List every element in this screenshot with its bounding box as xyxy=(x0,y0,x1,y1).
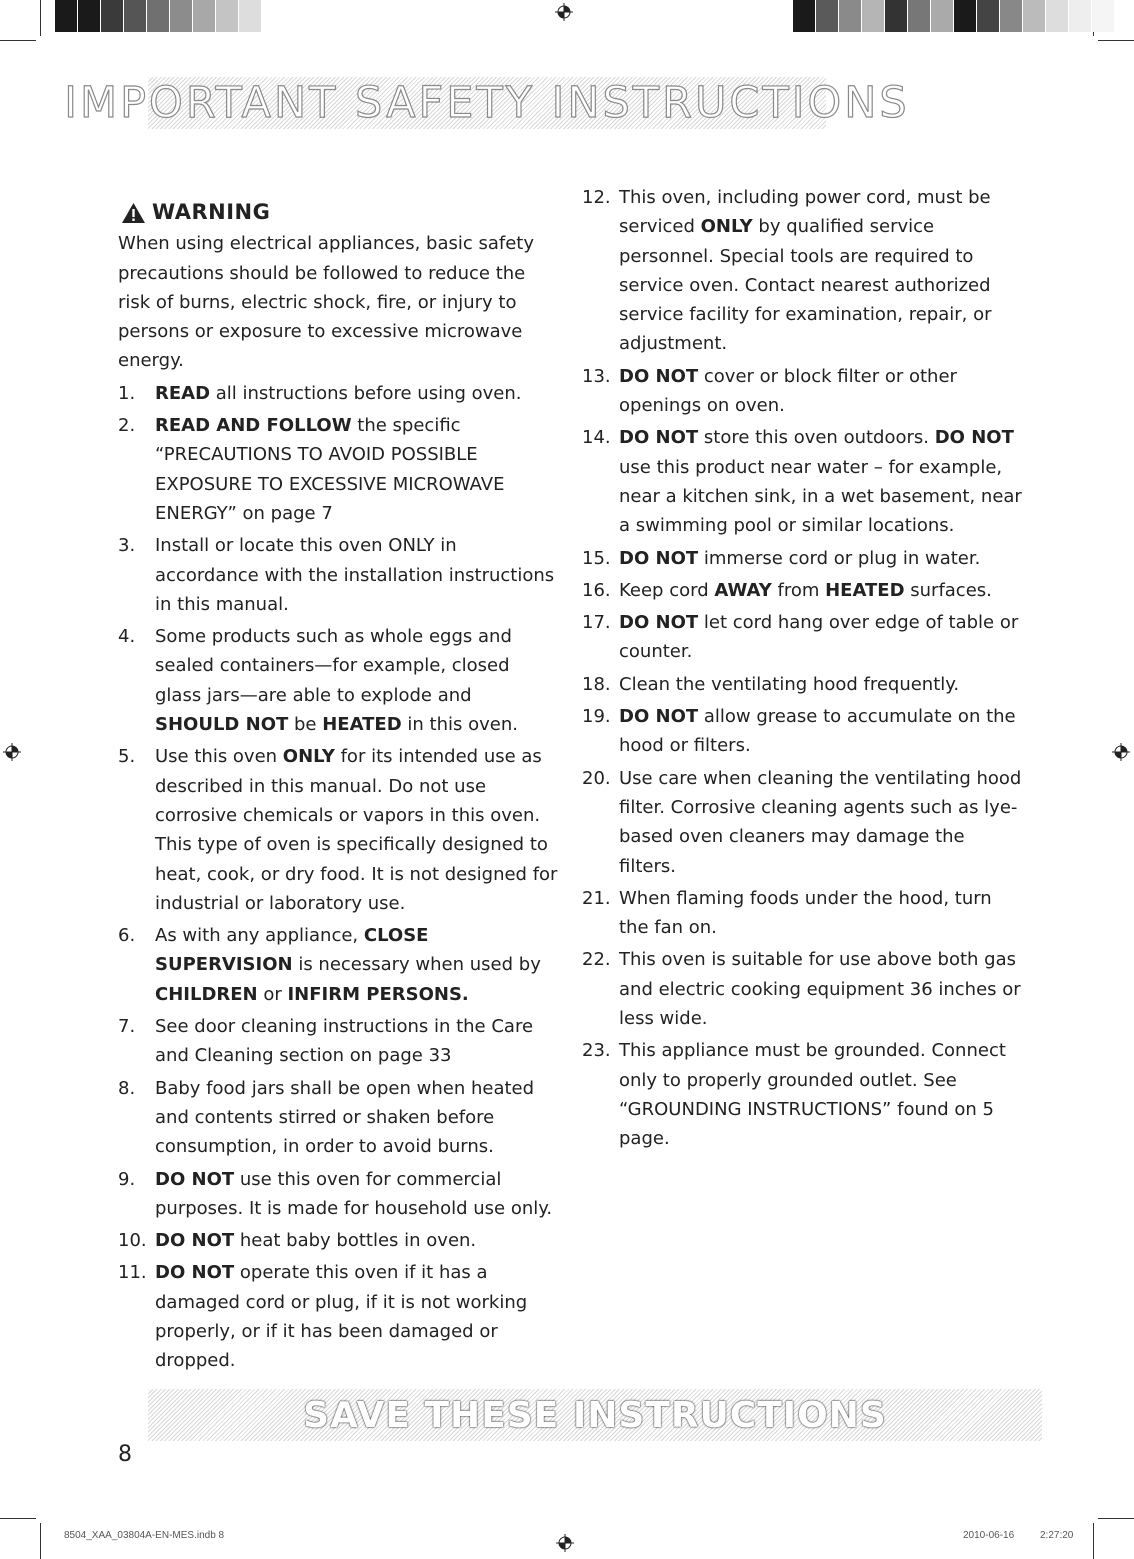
item-number: 11. xyxy=(118,1262,147,1284)
calibration-swatch xyxy=(954,0,977,32)
item-number: 13. xyxy=(582,365,611,387)
item-text: cover or block filter or other openings on oven. xyxy=(619,365,957,417)
instruction-list-left xyxy=(118,379,558,1376)
item-number: 23. xyxy=(582,1040,611,1062)
item-text: let cord hang over edge of table or counter. xyxy=(619,612,1019,663)
crop-mark xyxy=(40,1523,41,1559)
calibration-swatch xyxy=(1115,0,1134,32)
crop-mark xyxy=(1098,1518,1134,1519)
instruction-item xyxy=(582,423,1022,540)
crop-mark xyxy=(0,40,36,41)
instruction-item xyxy=(118,379,558,408)
item-text: Baby food jars shall be open when heated and contents stirred or shaken before consumption, in order to avoid burns. xyxy=(155,1077,535,1158)
calibration-swatch xyxy=(193,0,216,32)
item-number: 22. xyxy=(582,949,611,971)
calibration-swatch xyxy=(78,0,101,32)
emphasis-text: DO NOT xyxy=(619,706,699,728)
item-number: 4. xyxy=(118,626,136,648)
item-number: 20. xyxy=(582,767,611,789)
instruction-item xyxy=(118,1074,558,1162)
calibration-swatch xyxy=(1092,0,1115,32)
calibration-bar-left xyxy=(55,0,423,32)
item-text: use this oven for commercial purposes. It is made for household use only. xyxy=(155,1168,553,1219)
calibration-swatch xyxy=(308,0,331,32)
title-banner xyxy=(64,77,910,129)
calibration-swatch xyxy=(354,0,377,32)
calibration-swatch xyxy=(862,0,885,32)
emphasis-text: DO NOT xyxy=(934,427,1014,449)
calibration-swatch xyxy=(816,0,839,32)
item-number: 8. xyxy=(118,1077,136,1099)
item-number: 19. xyxy=(582,706,611,728)
item-number: 1. xyxy=(118,382,136,404)
item-text: This oven is suitable for use above both gas and electric cooking equipment 36 inches or less wide. xyxy=(619,949,1021,1030)
item-text: use this product near water – for example, near a kitchen sink, in a wet basement, near a swimming pool or similar locations. xyxy=(619,456,1022,537)
instruction-item xyxy=(118,1165,558,1224)
item-number: 14. xyxy=(582,427,611,449)
item-text: for its intended use as described in this manual. Do not use corrosive chemicals or vapors in this oven. This type of oven is specifically designed to heat, cook, or dry food. It is not designed for industrial or laboratory use. xyxy=(155,746,558,914)
calibration-swatch xyxy=(1046,0,1069,32)
instruction-item xyxy=(118,921,558,1009)
item-text: allow grease to accumulate on the hood or filters. xyxy=(619,706,1016,757)
calibration-swatch xyxy=(839,0,862,32)
emphasis-text: DO NOT xyxy=(619,365,699,387)
emphasis-text: AWAY xyxy=(714,579,772,601)
item-text: all instructions before using oven. xyxy=(210,382,522,404)
right-column xyxy=(582,183,1022,1157)
calibration-swatch xyxy=(793,0,816,32)
crop-mark xyxy=(1098,40,1134,41)
calibration-swatch xyxy=(1023,0,1046,32)
item-number: 5. xyxy=(118,746,136,768)
item-text: in this oven. xyxy=(401,714,518,736)
item-number: 12. xyxy=(582,187,611,208)
calibration-swatch xyxy=(124,0,147,32)
emphasis-text: HEATED xyxy=(322,714,402,736)
item-number: 15. xyxy=(582,547,611,569)
registration-mark-icon xyxy=(1112,743,1130,761)
warning-label: WARNING xyxy=(152,200,271,224)
instruction-item xyxy=(118,1012,558,1071)
item-number: 3. xyxy=(118,535,136,557)
instruction-item xyxy=(582,608,1022,667)
item-text: surfaces. xyxy=(904,579,992,601)
item-text: Use care when cleaning the ventilating hood filter. Corrosive cleaning agents such as lye-based oven cleaners may damage the filters. xyxy=(619,767,1022,877)
instruction-item xyxy=(582,945,1022,1033)
instruction-list-right xyxy=(582,183,1022,1154)
instruction-item xyxy=(582,1036,1022,1153)
calibration-swatch xyxy=(331,0,354,32)
calibration-swatch xyxy=(977,0,1000,32)
registration-mark-icon xyxy=(555,3,573,21)
calibration-swatch xyxy=(931,0,954,32)
calibration-swatch xyxy=(908,0,931,32)
item-text: by qualified service personnel. Special tools are required to service oven. Contact nearest authorized service facility for examination, repair, or adjustment. xyxy=(619,216,992,355)
item-text: be xyxy=(288,714,323,736)
crop-mark xyxy=(0,1518,36,1519)
emphasis-text: DO NOT xyxy=(619,427,699,449)
emphasis-text: CHILDREN xyxy=(155,983,258,1005)
emphasis-text: DO NOT xyxy=(619,612,699,634)
item-number: 16. xyxy=(582,579,611,601)
calibration-swatch xyxy=(239,0,262,32)
calibration-swatch xyxy=(285,0,308,32)
item-text: This oven, including power cord, must be serviced xyxy=(619,187,991,238)
page-number: 8 xyxy=(118,1442,132,1467)
instruction-item xyxy=(582,884,1022,943)
instruction-item xyxy=(582,764,1022,881)
instruction-item xyxy=(118,411,558,528)
emphasis-text: HEATED xyxy=(825,579,905,601)
registration-mark-icon xyxy=(3,743,21,761)
item-text: operate this oven if it has a damaged cord or plug, if it is not working properly, or if it has been damaged or dropped. xyxy=(155,1262,528,1372)
calibration-swatch xyxy=(770,0,793,32)
item-number: 2. xyxy=(118,415,136,437)
emphasis-text: READ AND FOLLOW xyxy=(155,415,352,437)
instruction-item xyxy=(582,544,1022,573)
item-text: Keep cord xyxy=(619,579,715,601)
calibration-swatch xyxy=(1000,0,1023,32)
item-text: Clean the ventilating hood frequently. xyxy=(619,673,960,695)
item-text: from xyxy=(771,579,826,601)
item-number: 17. xyxy=(582,612,611,634)
instruction-item xyxy=(118,1258,558,1375)
item-text: is necessary when used by xyxy=(292,954,541,976)
instruction-item xyxy=(582,183,1022,359)
item-text: or xyxy=(257,983,288,1005)
item-text: As with any appliance, xyxy=(155,925,364,947)
emphasis-text: READ xyxy=(155,382,211,404)
calibration-swatch xyxy=(400,0,423,32)
calibration-swatch xyxy=(885,0,908,32)
calibration-swatch xyxy=(262,0,285,32)
item-text: This appliance must be grounded. Connect only to properly grounded outlet. See “GROUNDING INSTRUCTIONS” found on 5 page. xyxy=(619,1040,1006,1150)
instruction-item xyxy=(118,1226,558,1255)
item-number: 10. xyxy=(118,1230,147,1252)
calibration-bar-right xyxy=(770,0,1134,32)
crop-mark xyxy=(1093,1523,1094,1559)
emphasis-text: DO NOT xyxy=(155,1262,235,1284)
calibration-swatch xyxy=(55,0,78,32)
instruction-item xyxy=(118,742,558,918)
emphasis-text: DO NOT xyxy=(155,1168,235,1190)
calibration-swatch xyxy=(147,0,170,32)
calibration-swatch xyxy=(216,0,239,32)
item-text: the specific “PRECAUTIONS TO AVOID POSSIBLE EXPOSURE TO EXCESSIVE MICROWAVE ENERGY” on page 7 xyxy=(155,415,505,524)
left-column xyxy=(118,190,558,1379)
slug-filename: 8504_XAA_03804A-EN-MES.indb 8 xyxy=(64,1530,225,1541)
calibration-swatch xyxy=(1069,0,1092,32)
warning-heading xyxy=(121,198,558,227)
item-text: When flaming foods under the hood, turn the fan on. xyxy=(619,887,992,939)
instruction-item xyxy=(582,670,1022,699)
item-text: immerse cord or plug in water. xyxy=(698,547,981,569)
emphasis-text: DO NOT xyxy=(155,1230,235,1252)
emphasis-text: ONLY xyxy=(282,746,335,768)
item-text: Some products such as whole eggs and sealed containers—for example, closed glass jars—are able to explode and xyxy=(155,626,512,706)
banner-text: SAVE THESE INSTRUCTIONS xyxy=(303,1394,887,1436)
emphasis-text: INFIRM PERSONS. xyxy=(287,983,469,1005)
item-text: Install or locate this oven ONLY in accordance with the installation instructions in this manual. xyxy=(155,535,555,615)
instruction-item xyxy=(118,622,558,739)
calibration-swatch xyxy=(170,0,193,32)
slug-date: 2010-06-16 xyxy=(963,1530,1015,1541)
item-number: 9. xyxy=(118,1168,136,1190)
item-number: 21. xyxy=(582,887,611,909)
item-number: 6. xyxy=(118,925,136,947)
emphasis-text: DO NOT xyxy=(619,547,699,569)
calibration-swatch xyxy=(377,0,400,32)
emphasis-text: CLOSE SUPERVISION xyxy=(155,925,429,976)
instruction-item xyxy=(582,702,1022,761)
warning-triangle-icon xyxy=(121,202,146,224)
item-text: Use this oven xyxy=(155,746,283,768)
item-text: See door cleaning instructions in the Care and Cleaning section on page 33 xyxy=(155,1016,534,1067)
item-text: store this oven outdoors. xyxy=(698,427,935,449)
registration-mark-icon xyxy=(556,1534,574,1552)
calibration-swatch xyxy=(101,0,124,32)
page-title: IMPORTANT SAFETY INSTRUCTIONS xyxy=(64,78,910,128)
item-text: heat baby bottles in oven. xyxy=(234,1230,477,1252)
instruction-item xyxy=(582,576,1022,605)
item-number: 18. xyxy=(582,673,611,695)
emphasis-text: ONLY xyxy=(700,216,753,238)
crop-mark xyxy=(40,0,41,36)
instruction-item xyxy=(582,362,1022,421)
item-number: 7. xyxy=(118,1016,136,1038)
slug-time: 2:27:20 xyxy=(1040,1530,1074,1541)
save-instructions-banner xyxy=(148,1389,1042,1441)
warning-intro: When using electrical appliances, basic safety precautions should be followed to reduce the risk of burns, electric shock, fire, or injury to persons or exposure to excessive microwave energy. xyxy=(118,233,535,372)
emphasis-text: SHOULD NOT xyxy=(155,714,289,736)
instruction-item xyxy=(118,531,558,619)
